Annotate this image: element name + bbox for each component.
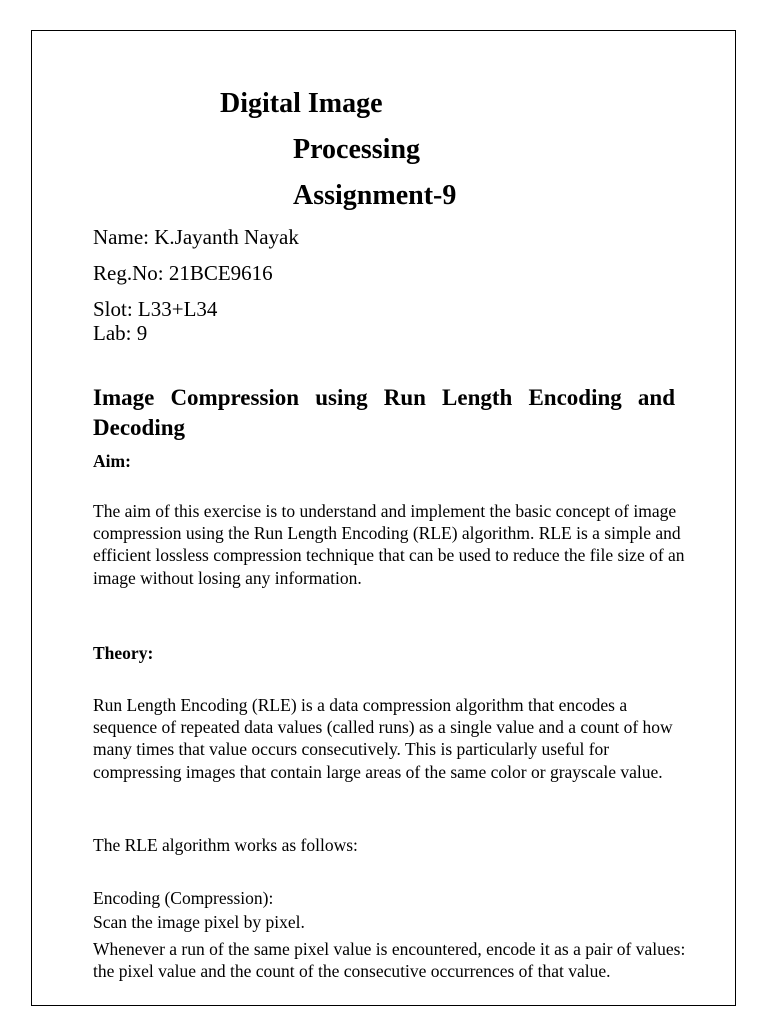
- algorithm-intro: The RLE algorithm works as follows:: [93, 835, 358, 855]
- student-name: Name: K.Jayanth Nayak: [93, 225, 299, 249]
- registration-number: Reg.No: 21BCE9616: [93, 261, 273, 285]
- title-line-3: Assignment-9: [293, 180, 457, 211]
- section-heading: Image Compression using Run Length Encoding and Decoding: [93, 385, 675, 440]
- lab-info: Lab: 9: [93, 321, 148, 345]
- title-line-1: Digital Image: [220, 88, 383, 119]
- theory-label: Theory:: [93, 643, 154, 663]
- theory-paragraph: Run Length Encoding (RLE) is a data compression algorithm that encodes a sequence of repeated data values (called runs) as a single value and a count of how many times that value occurs consecutively. This is particularly useful for compressing images that contain large areas of the same color or grayscale value.: [93, 695, 673, 782]
- encoding-step-1: Scan the image pixel by pixel.: [93, 912, 305, 932]
- encoding-label: Encoding (Compression):: [93, 888, 274, 908]
- aim-label: Aim:: [93, 451, 131, 471]
- aim-paragraph: The aim of this exercise is to understand and implement the basic concept of image compression using the Run Length Encoding (RLE) algorithm. RLE is a simple and efficient lossless compression technique that can be used to reduce the file size of an image without losing any information.: [93, 501, 685, 588]
- title-line-2: Processing: [293, 134, 421, 165]
- slot-info: Slot: L33+L34: [93, 297, 218, 321]
- encoding-step-2: Whenever a run of the same pixel value is encountered, encode it as a pair of values: the pixel value and the count of the consecutive occurrences of that value.: [93, 939, 686, 982]
